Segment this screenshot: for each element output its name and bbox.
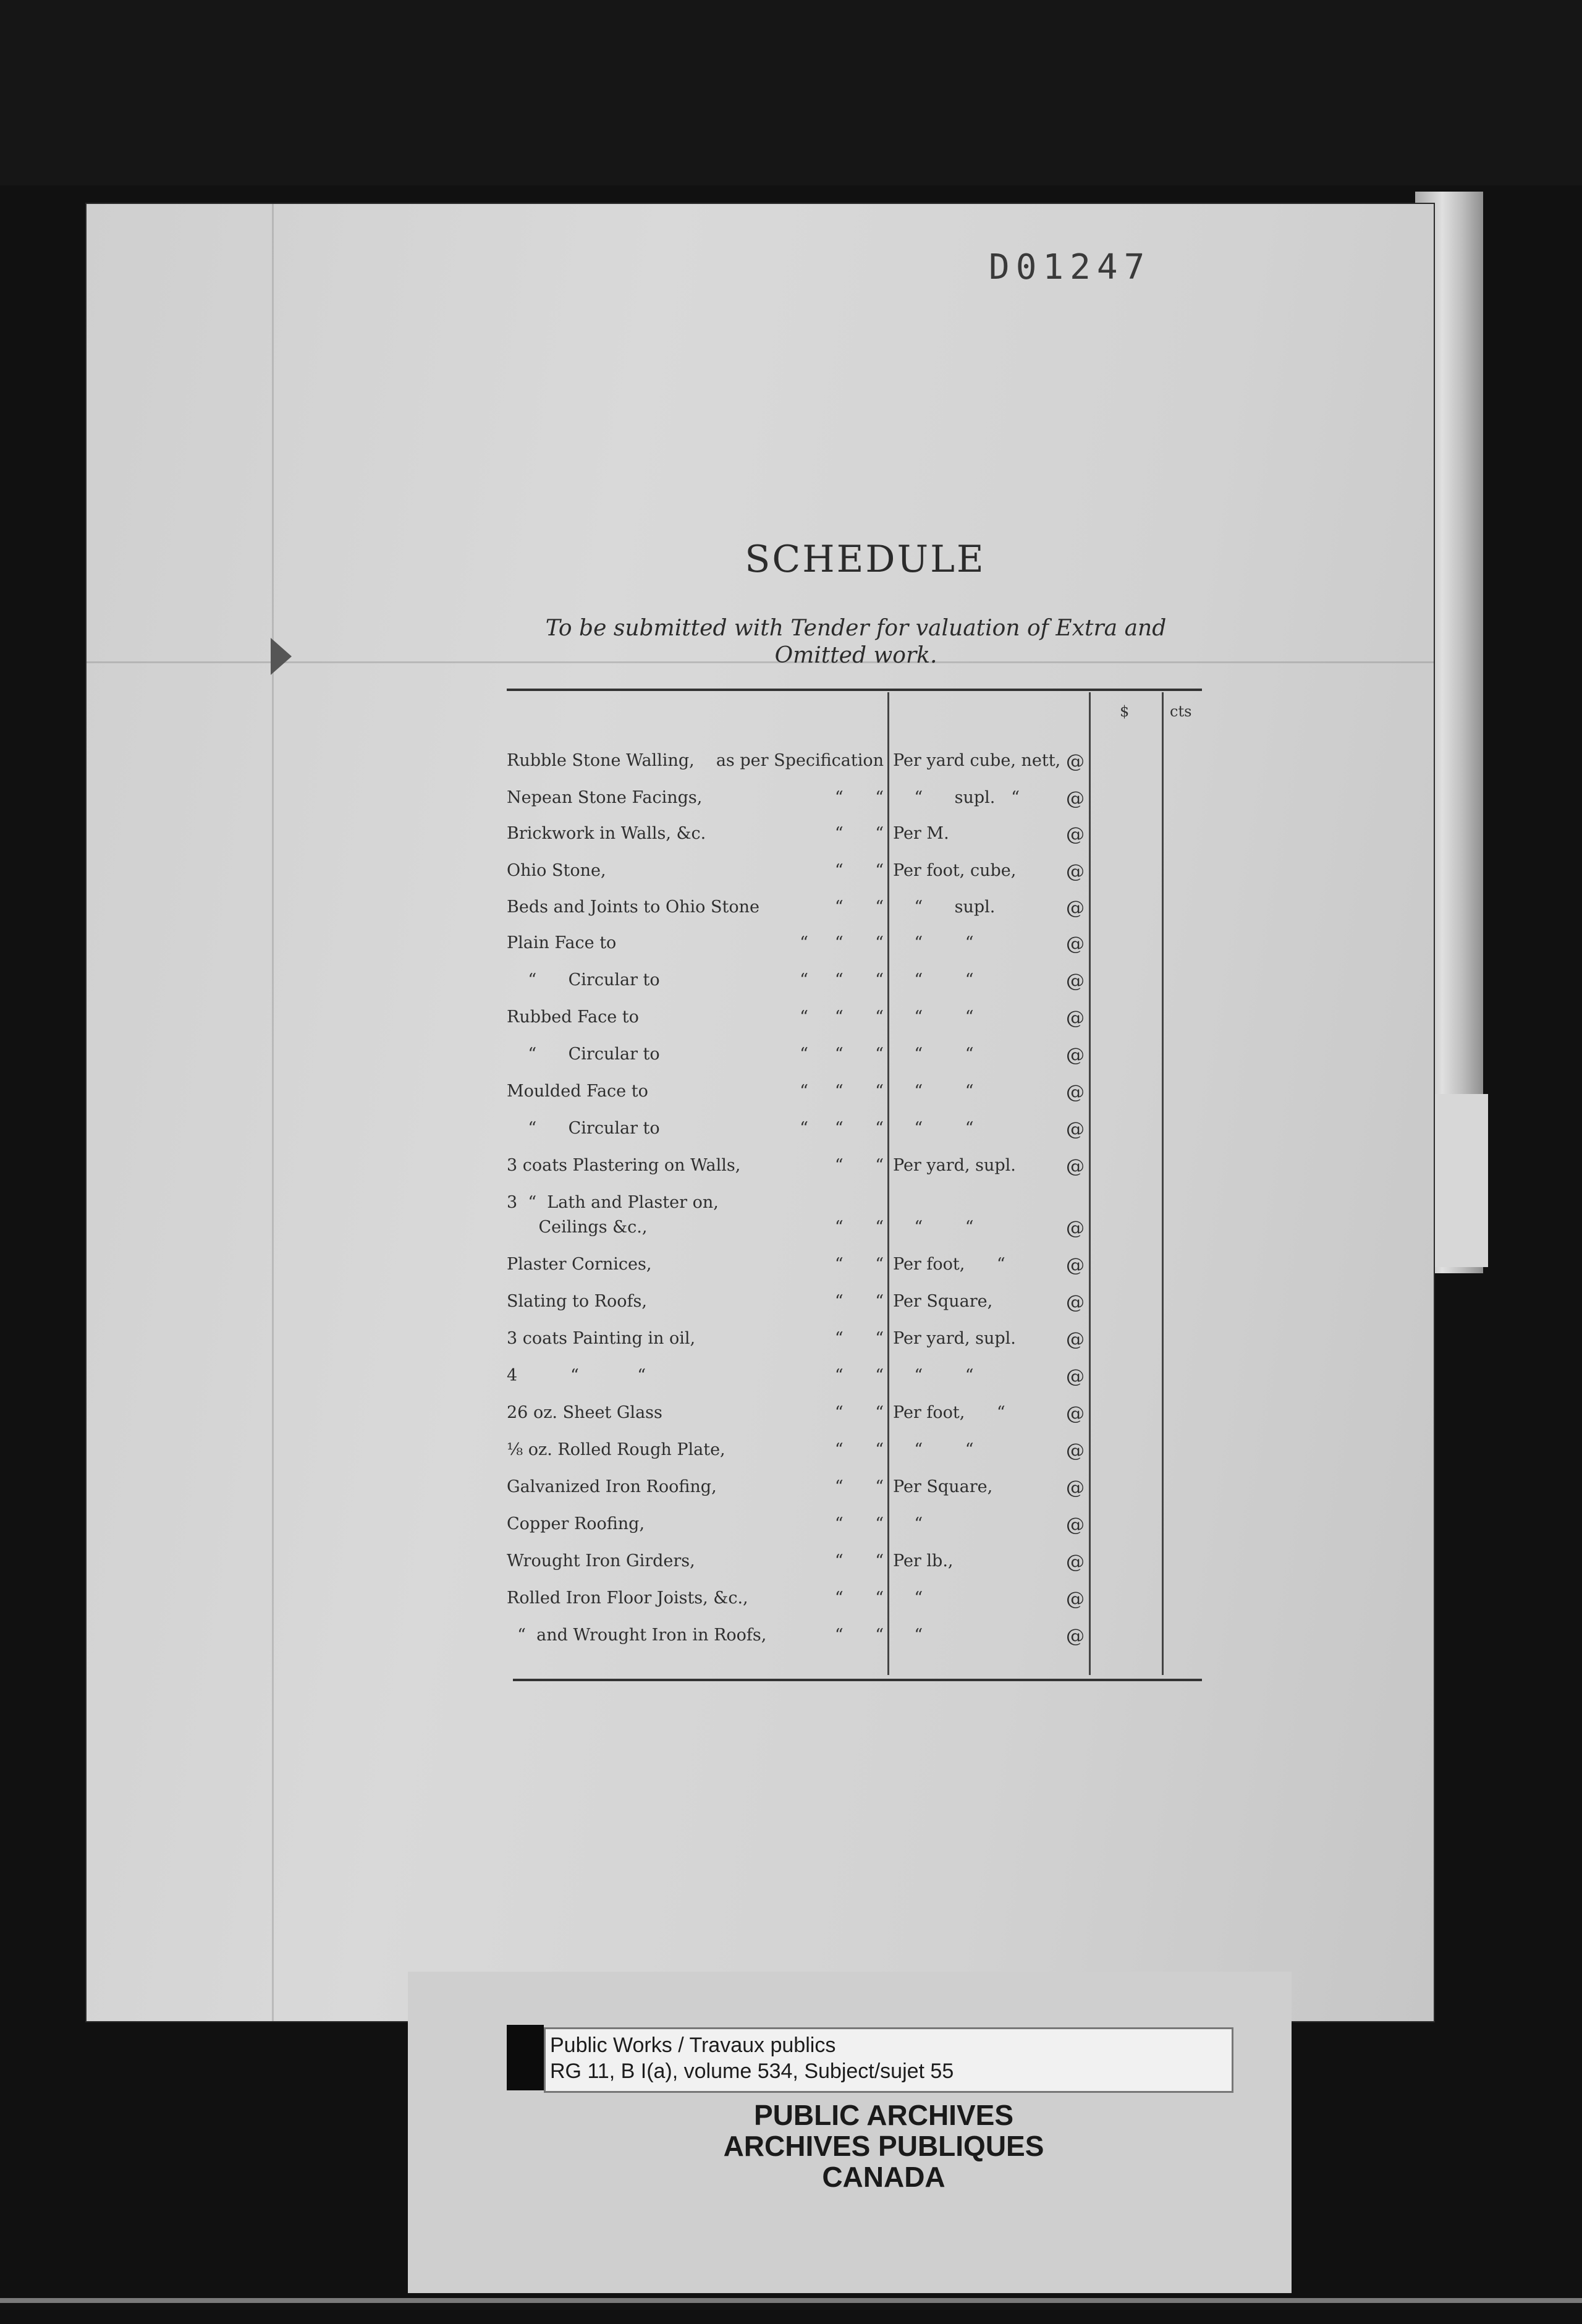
row-spec: “ “ (834, 1255, 884, 1274)
table-row (0, 1329, 1347, 1359)
row-at-sign: @ (1066, 1218, 1085, 1239)
row-item: Beds and Joints to Ohio Stone (507, 897, 759, 917)
table-row (0, 1082, 1347, 1111)
row-unit: “ supl. “ (893, 788, 1020, 807)
row-item: Ceilings &c., (507, 1218, 648, 1237)
fold-notch (271, 638, 292, 675)
row-spec: “ “ (834, 1292, 884, 1311)
row-unit: Per yard, supl. (893, 1156, 1016, 1175)
row-at-sign: @ (1066, 933, 1085, 955)
row-unit: Per foot, “ (893, 1403, 1005, 1422)
row-item: “ Circular to (507, 1119, 660, 1138)
row-item: 3 “ Lath and Plaster on, (507, 1193, 719, 1212)
table-row (0, 1045, 1347, 1074)
table-row (0, 1440, 1347, 1470)
row-at-sign: @ (1066, 861, 1085, 883)
row-item: 4 “ “ (507, 1366, 646, 1385)
row-spec: “ “ (834, 1626, 884, 1645)
row-spec: “ “ (834, 1477, 884, 1496)
row-spec: “ “ “ (800, 933, 884, 952)
row-unit: “ (893, 1626, 923, 1645)
table-row (0, 897, 1347, 927)
row-unit: Per Square, (893, 1477, 993, 1496)
label-marker-bar (507, 2025, 544, 2090)
film-border-top (0, 0, 1582, 185)
page-title: SCHEDULE (745, 538, 986, 581)
table-row (0, 861, 1347, 891)
underlying-page-tab (1428, 1094, 1488, 1267)
row-at-sign: @ (1066, 1329, 1085, 1351)
row-unit: “ “ (893, 1082, 974, 1101)
row-unit: Per foot, “ (893, 1255, 1005, 1274)
row-unit: “ “ (893, 1440, 974, 1459)
row-at-sign: @ (1066, 1255, 1085, 1276)
table-row (0, 1156, 1347, 1185)
row-item: 26 oz. Sheet Glass (507, 1403, 662, 1422)
row-at-sign: @ (1066, 1045, 1085, 1066)
row-at-sign: @ (1066, 1477, 1085, 1499)
document-number: D01247 (989, 247, 1151, 287)
table-row (0, 1588, 1347, 1618)
table-row (0, 1292, 1347, 1321)
row-at-sign: @ (1066, 1119, 1085, 1140)
row-unit: “ “ (893, 1045, 974, 1064)
row-item: Moulded Face to (507, 1082, 648, 1101)
row-unit: “ “ (893, 1218, 974, 1237)
table-row (0, 1218, 1347, 1247)
film-border-bottom (0, 2298, 1582, 2303)
row-unit: “ (893, 1588, 923, 1608)
row-unit: Per M. (893, 824, 949, 843)
row-at-sign: @ (1066, 1082, 1085, 1103)
row-unit: Per lb., (893, 1551, 954, 1571)
row-item: Copper Roofing, (507, 1514, 645, 1533)
cents-header: cts (1170, 703, 1192, 720)
row-at-sign: @ (1066, 1366, 1085, 1388)
row-item: 3 coats Painting in oil, (507, 1329, 696, 1348)
table-row (0, 1007, 1347, 1037)
row-at-sign: @ (1066, 1440, 1085, 1462)
subtitle-line-1: To be submitted with Tender for valuation of Extra and (545, 616, 1167, 641)
table-row (0, 970, 1347, 1000)
row-spec: as per Specification (716, 751, 884, 770)
row-item: Rubble Stone Walling, (507, 751, 695, 770)
row-item: Nepean Stone Facings, (507, 788, 703, 807)
subtitle-line-2: Omitted work. (774, 643, 937, 668)
archive-stamp-line-2: ARCHIVES PUBLIQUES (723, 2130, 1044, 2162)
row-spec: “ “ (834, 897, 884, 917)
table-row (0, 1119, 1347, 1148)
row-spec: “ “ (834, 1156, 884, 1175)
row-at-sign: @ (1066, 788, 1085, 810)
row-item: “ Circular to (507, 1045, 660, 1064)
row-unit: “ “ (893, 1119, 974, 1138)
row-item: Galvanized Iron Roofing, (507, 1477, 717, 1496)
row-spec: “ “ (834, 1551, 884, 1571)
table-top-rule (507, 689, 1202, 691)
row-spec: “ “ “ (800, 1082, 884, 1101)
row-unit: Per yard cube, nett, (893, 751, 1061, 770)
row-unit: “ (893, 1514, 923, 1533)
archive-fonds-line: Public Works / Travaux publics (550, 2034, 836, 2057)
row-unit: “ “ (893, 933, 974, 952)
row-item: “ Circular to (507, 970, 660, 990)
row-spec: “ “ “ (800, 970, 884, 990)
row-item: “ and Wrought Iron in Roofs, (507, 1626, 767, 1645)
row-at-sign: @ (1066, 1514, 1085, 1536)
row-unit: Per Square, (893, 1292, 993, 1311)
document-page (87, 204, 1434, 2021)
page-subtitle (501, 615, 1211, 669)
row-item: Ohio Stone, (507, 861, 606, 880)
archive-stamp-line-1: PUBLIC ARCHIVES (754, 2099, 1013, 2131)
row-item: Wrought Iron Girders, (507, 1551, 695, 1571)
row-at-sign: @ (1066, 970, 1085, 992)
row-spec: “ “ “ (800, 1007, 884, 1027)
row-unit: “ “ (893, 1007, 974, 1027)
table-row (0, 751, 1347, 781)
row-spec: “ “ (834, 1329, 884, 1348)
table-row (0, 1366, 1347, 1396)
row-item: Brickwork in Walls, &c. (507, 824, 706, 843)
row-unit: “ “ (893, 970, 974, 990)
row-at-sign: @ (1066, 1588, 1085, 1610)
table-row (0, 1626, 1347, 1655)
row-at-sign: @ (1066, 1292, 1085, 1313)
table-row (0, 933, 1347, 963)
table-row (0, 824, 1347, 854)
row-spec: “ “ (834, 1440, 884, 1459)
row-unit: Per yard, supl. (893, 1329, 1016, 1348)
row-at-sign: @ (1066, 1551, 1085, 1573)
table-row (0, 1514, 1347, 1544)
row-at-sign: @ (1066, 1626, 1085, 1647)
row-spec: “ “ “ (800, 1119, 884, 1138)
row-spec: “ “ (834, 824, 884, 843)
dollars-header: $ (1120, 703, 1130, 720)
row-spec: “ “ (834, 1366, 884, 1385)
row-spec: “ “ (834, 1588, 884, 1608)
row-item: 3 coats Plastering on Walls, (507, 1156, 741, 1175)
row-spec: “ “ “ (800, 1045, 884, 1064)
row-item: Plain Face to (507, 933, 617, 952)
page-fold-vertical (272, 204, 274, 2021)
row-item: Rubbed Face to (507, 1007, 639, 1027)
row-item: Slating to Roofs, (507, 1292, 647, 1311)
row-at-sign: @ (1066, 751, 1085, 773)
row-spec: “ “ (834, 861, 884, 880)
row-spec: “ “ (834, 1218, 884, 1237)
table-bottom-rule (513, 1679, 1202, 1681)
row-unit: “ “ (893, 1366, 974, 1385)
row-at-sign: @ (1066, 897, 1085, 919)
row-at-sign: @ (1066, 1156, 1085, 1177)
row-at-sign: @ (1066, 1403, 1085, 1425)
row-spec: “ “ (834, 788, 884, 807)
table-row (0, 1551, 1347, 1581)
row-at-sign: @ (1066, 824, 1085, 846)
table-row (0, 1477, 1347, 1507)
archive-reference-line: RG 11, B I(a), volume 534, Subject/sujet 55 (550, 2059, 954, 2083)
archive-stamp-line-3: CANADA (822, 2161, 945, 2193)
row-unit: “ supl. (893, 897, 996, 917)
table-row (0, 788, 1347, 818)
row-item: Plaster Cornices, (507, 1255, 652, 1274)
row-item: Rolled Iron Floor Joists, &c., (507, 1588, 748, 1608)
row-spec: “ “ (834, 1403, 884, 1422)
row-item: ⅛ oz. Rolled Rough Plate, (507, 1440, 725, 1459)
row-at-sign: @ (1066, 1007, 1085, 1029)
table-row (0, 1255, 1347, 1284)
row-unit: Per foot, cube, (893, 861, 1017, 880)
table-row (0, 1403, 1347, 1433)
row-spec: “ “ (834, 1514, 884, 1533)
